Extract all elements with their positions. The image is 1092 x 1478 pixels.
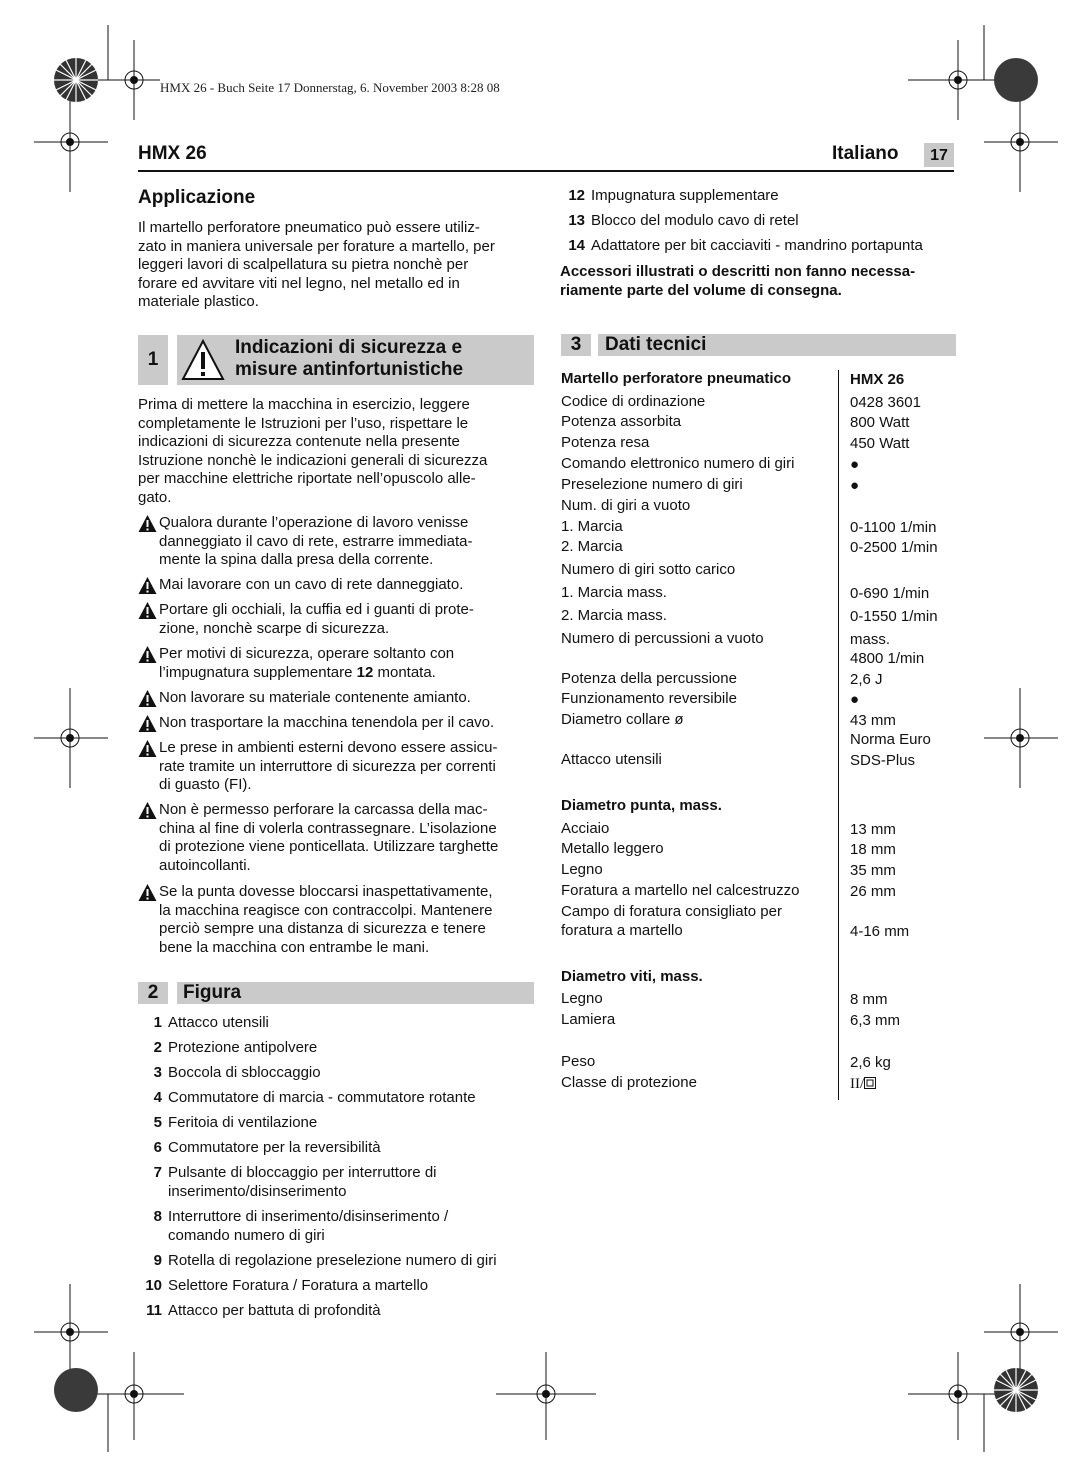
tech-label: Numero di percussioni a vuoto: [561, 630, 764, 647]
item-text: Commutatore per la reversibilità: [168, 1139, 381, 1156]
table-divider: [838, 370, 839, 1100]
text-line: completamente le Istruzioni per l’uso, rispettare le: [138, 414, 469, 432]
figure-list-item: [138, 1089, 534, 1108]
figure-list-item: [561, 212, 957, 231]
item-text: inserimento/disinserimento: [168, 1182, 347, 1200]
warning-line: autoincollanti.: [159, 856, 251, 874]
warning-line: di protezione viene ponticellata. Utilizzare targhette: [159, 838, 499, 856]
warning-line: Non trasportare la macchina tenendola per il cavo.: [159, 714, 495, 731]
figure-list-item: [138, 1164, 534, 1201]
item-number: 4: [153, 1089, 162, 1106]
tech-value: SDS-Plus: [850, 752, 916, 769]
item-text: Commutatore di marcia - commutatore rotante: [168, 1089, 476, 1106]
tech-label: Funzionamento reversibile: [561, 690, 737, 707]
warning-line: Non lavorare su materiale contenente amianto.: [159, 689, 471, 706]
tech-label: Diametro viti, mass.: [561, 968, 703, 985]
tech-label: 1. Marcia: [561, 518, 623, 535]
item-number: 13: [568, 212, 585, 229]
section3-number: 3: [561, 334, 591, 356]
tech-value: 43 mm: [850, 712, 896, 729]
figure-list-item: [138, 1039, 534, 1058]
tech-label: Numero di giri sotto carico: [561, 561, 736, 578]
item-number: 2: [153, 1039, 162, 1056]
tech-value: 0428 3601: [850, 394, 921, 411]
warning-line: Mai lavorare con un cavo di rete danneggiato.: [159, 576, 464, 593]
tech-value: 450 Watt: [850, 435, 910, 452]
warning-line: di guasto (FI).: [159, 776, 252, 794]
item-text: Attacco per battuta di profondità: [168, 1302, 381, 1319]
warning-line: rate tramite un interruttore di sicurezza per correnti: [159, 757, 496, 775]
item-text: Attacco utensili: [168, 1014, 269, 1031]
text-line: leggeri lavori di scalpellatura su pietra nonchè per: [138, 256, 469, 274]
tech-label: Preselezione numero di giri: [561, 476, 743, 493]
tech-label: 2. Marcia: [561, 538, 623, 555]
text-line: Istruzione nonchè le indicazioni generali di sicurezza: [138, 451, 488, 469]
tech-label: Foratura a martello nel calcestruzzo: [561, 882, 800, 899]
section1-number-box: [138, 335, 168, 385]
tech-value: 35 mm: [850, 862, 896, 879]
warning-line: danneggiato il cavo di rete, estrarre immediata-: [159, 532, 473, 550]
tech-value-text: II/: [850, 1076, 865, 1092]
tech-label: Diametro punta, mass.: [561, 797, 722, 814]
warning-line: perciò sempre una distanza di sicurezza e tenere: [159, 920, 486, 938]
section1-number: 1: [147, 349, 159, 370]
tech-label: Comando elettronico numero di giri: [561, 455, 795, 472]
section3-title-box: [598, 334, 956, 356]
warning-line: Se la punta dovesse bloccarsi inaspettativamente,: [159, 883, 493, 900]
warning-icon: [138, 714, 157, 733]
text-line: riamente parte del volume di consegna.: [560, 281, 842, 299]
figure-list-item: [561, 187, 957, 206]
item-number: 12: [568, 187, 585, 204]
item-text: Boccola di sbloccaggio: [168, 1064, 321, 1081]
item-number: 11: [146, 1302, 162, 1319]
tech-value: 8 mm: [850, 991, 888, 1008]
header-model: HMX 26: [138, 143, 207, 164]
print-slug: HMX 26 - Buch Seite 17 Donnerstag, 6. November 2003 8:28 08: [160, 80, 500, 95]
item-number: 6: [153, 1139, 162, 1156]
section2-title-box: [177, 982, 534, 1004]
tech-value: ●: [850, 456, 860, 473]
warning-line: mente la spina dalla presa della corrente.: [159, 551, 434, 569]
tech-value: 2,6 kg: [850, 1054, 891, 1071]
item-text: Feritoia di ventilazione: [168, 1114, 318, 1131]
accessories-note: [560, 263, 956, 300]
item-text: comando numero di giri: [168, 1226, 325, 1244]
item-text: Impugnatura supplementare: [591, 187, 779, 204]
tech-label: Num. di giri a vuoto: [561, 497, 691, 514]
title-line: misure antinfortunistiche: [235, 359, 464, 380]
tech-value: 0-1550 1/min: [850, 608, 938, 625]
tech-value: 18 mm: [850, 841, 896, 858]
tech-label: 1. Marcia mass.: [561, 584, 667, 601]
tech-label: Martello perforatore pneumatico: [561, 370, 792, 387]
tech-value: [850, 1074, 876, 1094]
section2-title: Figura: [183, 982, 242, 1003]
warning-line: china al fine di volerla contrassegnare. L’isolazione: [159, 819, 497, 837]
warning-icon: [138, 576, 157, 595]
item-text: Protezione antipolvere: [168, 1039, 318, 1056]
header-rule: [138, 170, 954, 172]
tech-value: 2,6 J: [850, 671, 883, 688]
figure-list-item: [138, 1208, 534, 1245]
text-line: Il martello perforatore pneumatico può essere utiliz-: [138, 219, 480, 236]
tech-value: 26 mm: [850, 883, 896, 900]
tech-label: Legno: [561, 861, 603, 878]
item-text: Pulsante di bloccaggio per interruttore di: [168, 1164, 437, 1181]
item-number: 3: [153, 1064, 162, 1081]
item-number: 9: [153, 1252, 162, 1269]
text-line: zato in maniera universale per forature a martello, per: [138, 237, 495, 255]
tech-label: Lamiera: [561, 1011, 616, 1028]
text-line: forare ed avvitare viti nel legno, nel metallo ed in: [138, 274, 460, 292]
warning-line: Portare gli occhiali, la cuffia ed i guanti di prote-: [159, 601, 474, 618]
item-number: 1: [153, 1014, 162, 1031]
tech-value: 0-690 1/min: [850, 585, 930, 602]
warning-item: [138, 645, 534, 682]
section3-title: Dati tecnici: [605, 334, 707, 355]
tech-value: 0-1100 1/min: [850, 519, 937, 536]
tech-value: ●: [850, 477, 860, 494]
warning-item: [138, 739, 534, 795]
figure-list-item: [138, 1114, 534, 1133]
tech-value: 800 Watt: [850, 414, 910, 431]
item-text: Adattatore per bit cacciaviti - mandrino portapunta: [591, 237, 923, 254]
tech-value: 4800 1/min: [850, 650, 925, 667]
warning-item: [138, 714, 534, 733]
warning-triangle-icon: [181, 338, 225, 382]
warning-line: la macchina reagisce con contraccolpi. Mantenere: [159, 901, 493, 919]
tech-label: Legno: [561, 990, 603, 1007]
header-language: Italiano: [832, 143, 899, 164]
item-text: Selettore Foratura / Foratura a martello: [168, 1277, 429, 1294]
item-number: 10: [145, 1277, 162, 1294]
item-number: 8: [153, 1208, 162, 1225]
tech-label: Attacco utensili: [561, 751, 662, 768]
item-text: Blocco del modulo cavo di retel: [591, 212, 799, 229]
item-text: Rotella di regolazione preselezione numero di giri: [168, 1252, 497, 1269]
warning-icon: [138, 514, 157, 533]
text-line: Accessori illustrati o descritti non fanno necessa-: [560, 263, 916, 280]
tech-label: Potenza assorbita: [561, 413, 682, 430]
tech-label: Acciaio: [561, 820, 610, 837]
text-line: indicazioni di sicurezza contenute nella presente: [138, 433, 460, 451]
tech-value: mass.: [850, 631, 891, 648]
warning-line: bene la macchina con entrambe le mani.: [159, 938, 430, 956]
warning-line: Le prese in ambienti esterni devono essere assicu-: [159, 739, 498, 756]
tech-label: 2. Marcia mass.: [561, 607, 667, 624]
text-line: materiale plastico.: [138, 293, 259, 311]
tech-value: Norma Euro: [850, 731, 931, 748]
tech-value: 4-16 mm: [850, 923, 910, 940]
tech-label: Codice di ordinazione: [561, 393, 706, 410]
warning-line: l’impugnatura supplementare 12 montata.: [159, 663, 436, 681]
warning-item: [138, 514, 534, 570]
warning-item: [138, 576, 534, 595]
warning-icon: [138, 645, 157, 664]
figure-list-item: [138, 1139, 534, 1158]
item-number: 14: [568, 237, 585, 254]
tech-label: Metallo leggero: [561, 840, 664, 857]
double-insulation-icon: [864, 1077, 876, 1089]
page-number: 17: [924, 143, 954, 167]
figure-list-item: [138, 1277, 534, 1296]
warning-icon: [138, 883, 157, 902]
tech-label: Potenza resa: [561, 434, 650, 451]
warning-item: [138, 883, 534, 957]
section1-title: [235, 337, 463, 381]
tech-label: foratura a martello: [561, 922, 683, 939]
tech-label: Campo di foratura consigliato per: [561, 903, 782, 920]
tech-value: ●: [850, 691, 860, 708]
figure-list-item: [138, 1302, 534, 1321]
tech-value: 6,3 mm: [850, 1012, 901, 1029]
tech-value: HMX 26: [850, 371, 905, 388]
figure-list-item: [138, 1252, 534, 1271]
tech-label: Peso: [561, 1053, 596, 1070]
warning-item: [138, 801, 534, 875]
tech-label: Diametro collare ø: [561, 711, 684, 728]
warning-line: Qualora durante l’operazione di lavoro venisse: [159, 514, 469, 531]
warning-icon: [138, 801, 157, 820]
text-line: Prima di mettere la macchina in esercizio, leggere: [138, 396, 470, 413]
warning-icon: [138, 601, 157, 620]
warning-item: [138, 689, 534, 708]
section2-number: 2: [138, 982, 168, 1004]
warning-icon: [138, 739, 157, 758]
text-line: per macchine elettriche riportate nell’opuscolo alle-: [138, 470, 476, 488]
tech-value: 13 mm: [850, 821, 896, 838]
warning-line: Non è permesso perforare la carcassa della mac-: [159, 801, 488, 818]
tech-value: 0-2500 1/min: [850, 539, 938, 556]
warning-line: Per motivi di sicurezza, operare soltanto con: [159, 645, 455, 662]
applicazione-title: Applicazione: [138, 187, 256, 208]
item-number: 5: [153, 1114, 162, 1131]
item-number: 7: [153, 1164, 162, 1181]
section1-title-box: [177, 335, 534, 385]
text-line: gato.: [138, 488, 172, 506]
warning-item: [138, 601, 534, 638]
figure-list-item: [561, 237, 957, 256]
figure-list-item: [138, 1014, 534, 1033]
warning-line: zione, nonchè scarpe di sicurezza.: [159, 619, 390, 637]
tech-label: Potenza della percussione: [561, 670, 737, 687]
warning-icon: [138, 689, 157, 708]
figure-list-item: [138, 1064, 534, 1083]
title-line: Indicazioni di sicurezza e: [235, 337, 463, 358]
section1-intro: [138, 396, 534, 508]
tech-label: Classe di protezione: [561, 1074, 697, 1091]
applicazione-text: [138, 219, 534, 312]
item-text: Interruttore di inserimento/disinserimento /: [168, 1208, 449, 1225]
